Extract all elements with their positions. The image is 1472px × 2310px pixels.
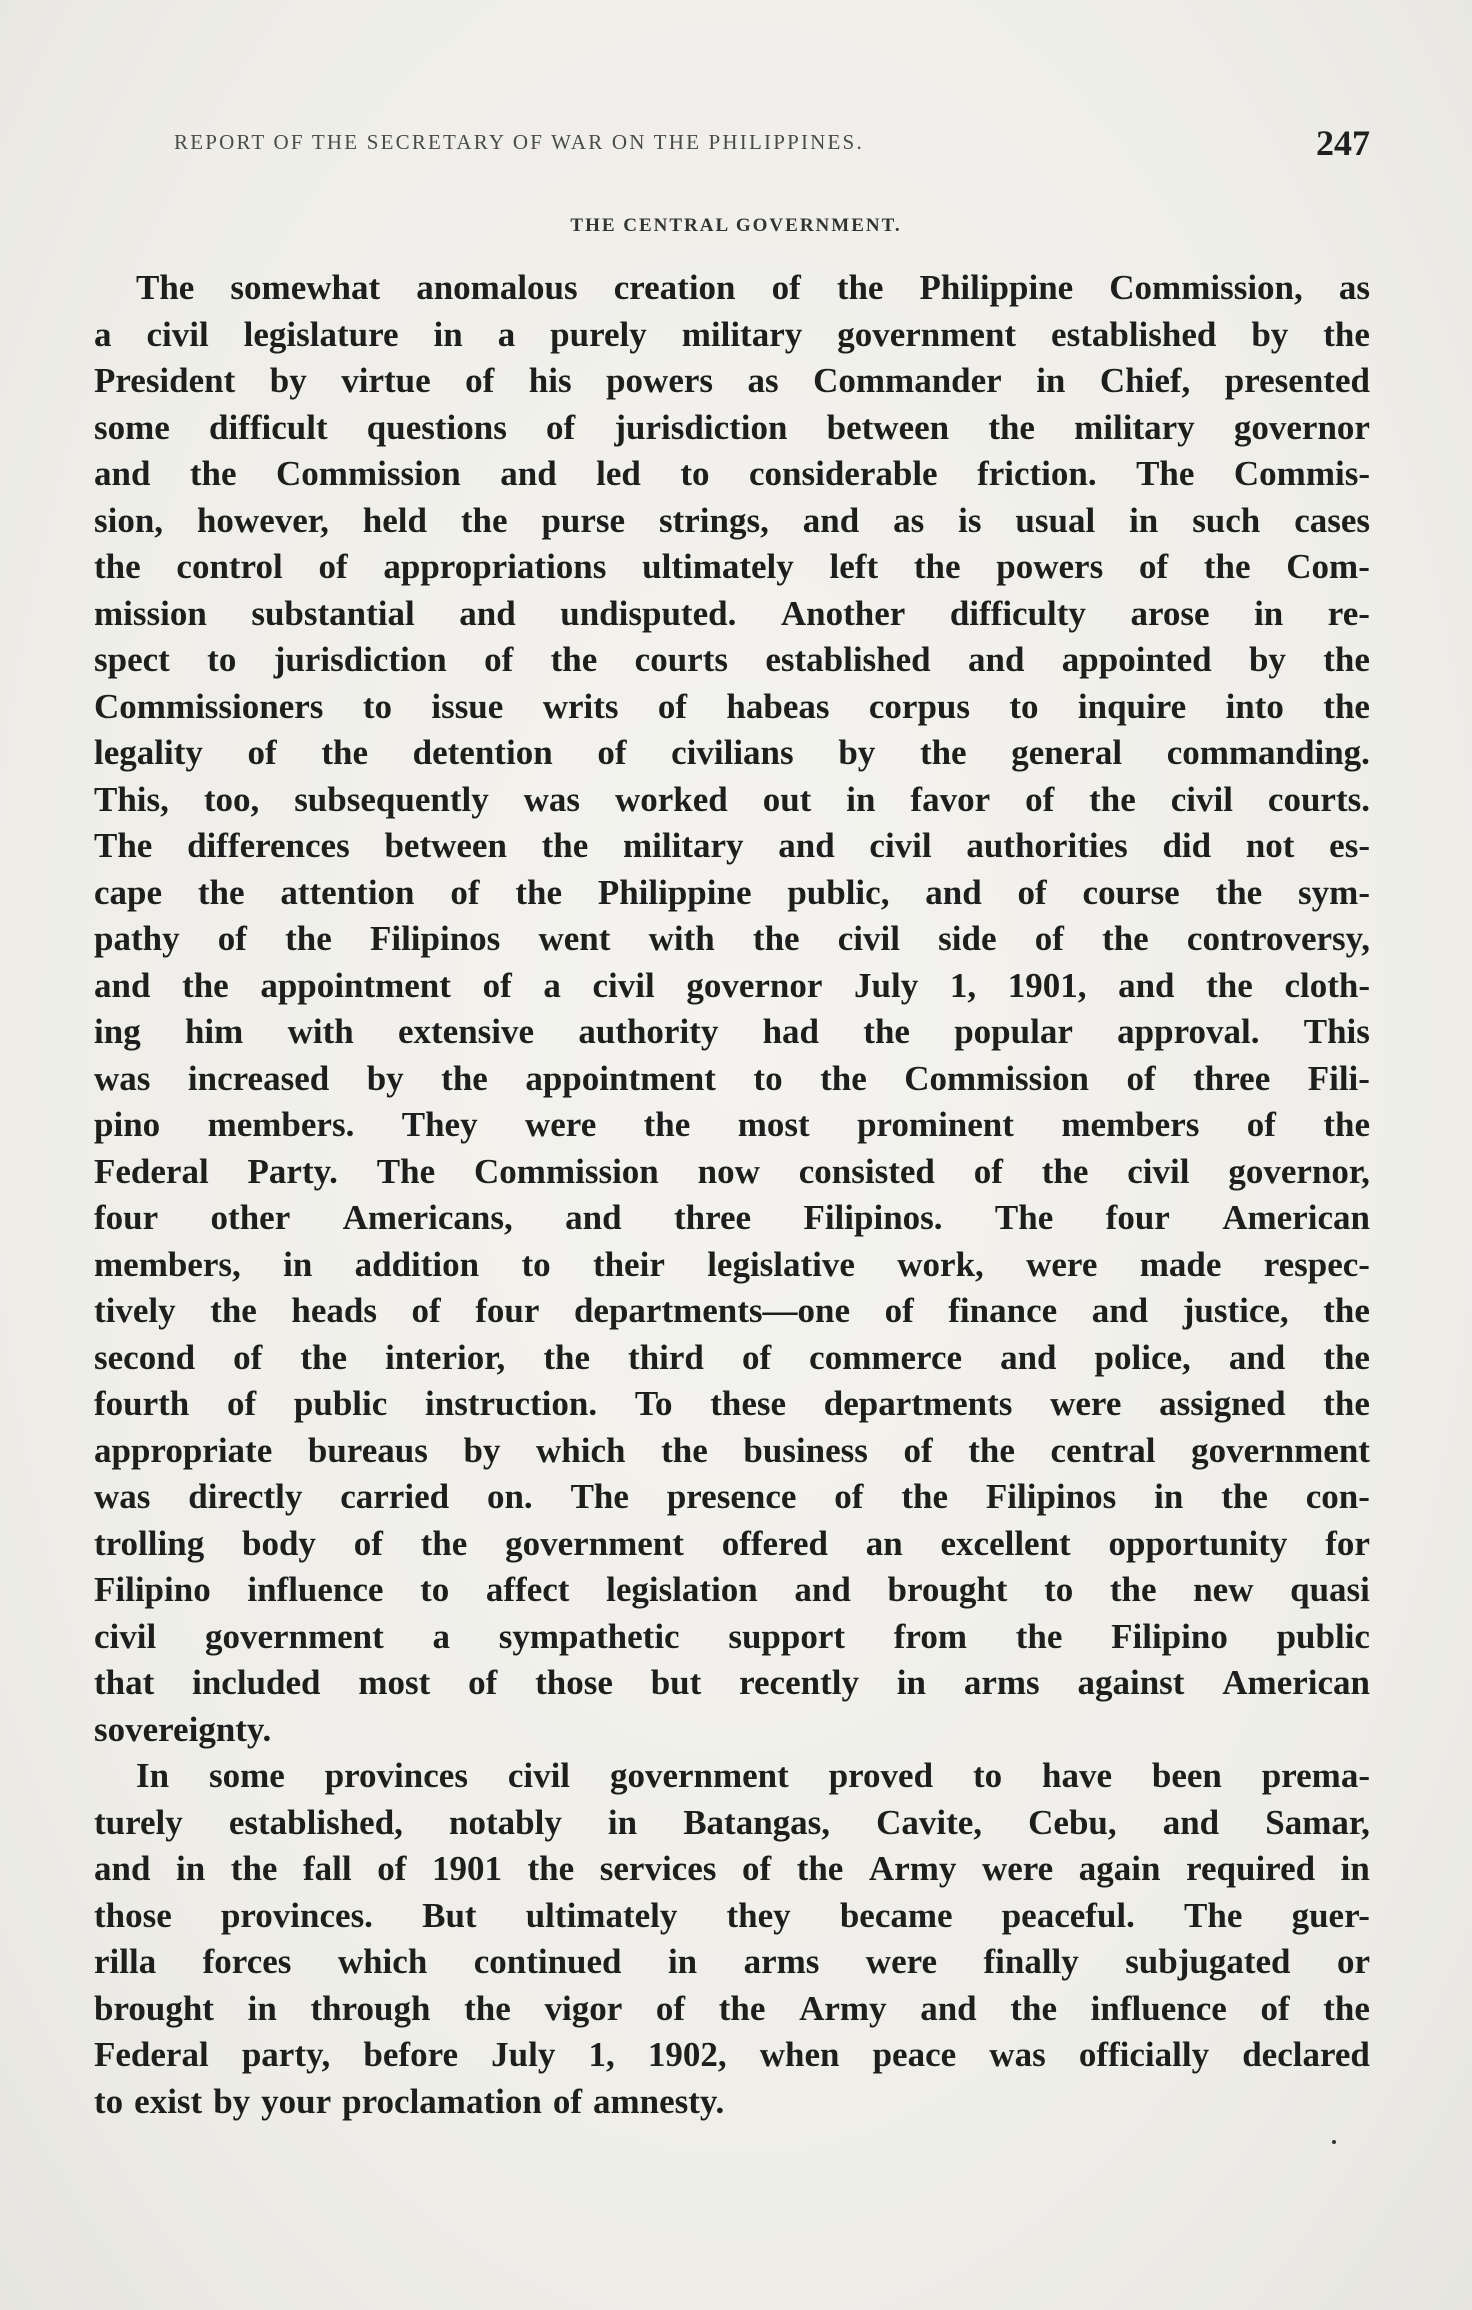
text-line: spect to jurisdiction of the courts established and appointed by the bbox=[94, 640, 1370, 679]
text-line: four other Americans, and three Filipinos. The four American bbox=[94, 1198, 1370, 1237]
text-line: ing him with extensive authority had the popular approval. This bbox=[94, 1012, 1370, 1051]
text-line: those provinces. But ultimately they became peaceful. The guer- bbox=[94, 1895, 1370, 1935]
text-line: second of the interior, the third of commerce and police, and the bbox=[94, 1337, 1370, 1377]
text-line: President by virtue of his powers as Commander in Chief, presented bbox=[94, 361, 1370, 400]
text-line: Filipino influence to affect legislation and brought to the new quasi bbox=[94, 1570, 1370, 1609]
text-line: fourth of public instruction. To these departments were assigned the bbox=[94, 1384, 1370, 1423]
text-line: pino members. They were the most prominent members of the bbox=[94, 1105, 1370, 1144]
text-line: was increased by the appointment to the Commission of three Fili- bbox=[94, 1058, 1370, 1098]
text-line: to exist by your proclamation of amnesty. bbox=[94, 2081, 725, 2121]
text-line: and the Commission and led to considerable friction. The Commis- bbox=[94, 454, 1370, 493]
ink-speck bbox=[1332, 2140, 1336, 2144]
text-line: that included most of those but recently in arms against American bbox=[94, 1663, 1370, 1702]
text-line: and in the fall of 1901 the services of the Army were again required in bbox=[94, 1849, 1370, 1888]
text-line: cape the attention of the Philippine public, and of course the sym- bbox=[94, 872, 1370, 912]
text-line: The somewhat anomalous creation of the Philippine Commission, as bbox=[136, 268, 1370, 307]
text-line: some difficult questions of jurisdiction between the military governor bbox=[94, 407, 1370, 447]
running-title: REPORT OF THE SECRETARY OF WAR ON THE PHILIPPINES. bbox=[174, 130, 864, 154]
text-line: and the appointment of a civil governor July 1, 1901, and the cloth- bbox=[94, 965, 1370, 1005]
text-line: brought in through the vigor of the Army and the influence of the bbox=[94, 1988, 1370, 2028]
text-line: In some provinces civil government proved to have been prema- bbox=[136, 1756, 1370, 1795]
text-line: civil government a sympathetic support from the Filipino public bbox=[94, 1616, 1370, 1656]
page-number: 247 bbox=[1316, 123, 1370, 163]
text-line: members, in addition to their legislative work, were made respec- bbox=[94, 1244, 1370, 1284]
text-line: pathy of the Filipinos went with the civil side of the controversy, bbox=[94, 919, 1370, 958]
text-line: tively the heads of four departments—one of finance and justice, the bbox=[94, 1291, 1370, 1330]
text-line: rilla forces which continued in arms were finally subjugated or bbox=[94, 1942, 1370, 1981]
paragraph-2 bbox=[94, 1756, 1370, 2128]
text-line: legality of the detention of civilians by the general commanding. bbox=[94, 733, 1370, 772]
paragraph-1 bbox=[94, 268, 1370, 1756]
text-line: Federal Party. The Commission now consisted of the civil governor, bbox=[94, 1151, 1370, 1191]
running-head bbox=[174, 122, 1370, 162]
text-line: sion, however, held the purse strings, and as is usual in such cases bbox=[94, 500, 1370, 540]
text-line: The differences between the military and civil authorities did not es- bbox=[94, 826, 1370, 865]
text-line: turely established, notably in Batangas, Cavite, Cebu, and Samar, bbox=[94, 1802, 1370, 1842]
text-line: the control of appropriations ultimately left the powers of the Com- bbox=[94, 547, 1370, 586]
text-line: This, too, subsequently was worked out in favor of the civil courts. bbox=[94, 779, 1370, 819]
text-line: Federal party, before July 1, 1902, when peace was officially declared bbox=[94, 2035, 1370, 2074]
section-heading: THE CENTRAL GOVERNMENT. bbox=[570, 215, 902, 236]
text-line: trolling body of the government offered an excellent opportunity for bbox=[94, 1523, 1370, 1563]
text-line: was directly carried on. The presence of the Filipinos in the con- bbox=[94, 1477, 1370, 1516]
text-line: Commissioners to issue writs of habeas corpus to inquire into the bbox=[94, 686, 1370, 726]
text-line: a civil legislature in a purely military government established by the bbox=[94, 314, 1370, 354]
body-text bbox=[94, 268, 1370, 2128]
text-line: sovereignty. bbox=[94, 1709, 272, 1749]
text-line: appropriate bureaus by which the business of the central government bbox=[94, 1430, 1370, 1470]
text-line: mission substantial and undisputed. Another difficulty arose in re- bbox=[94, 593, 1370, 633]
